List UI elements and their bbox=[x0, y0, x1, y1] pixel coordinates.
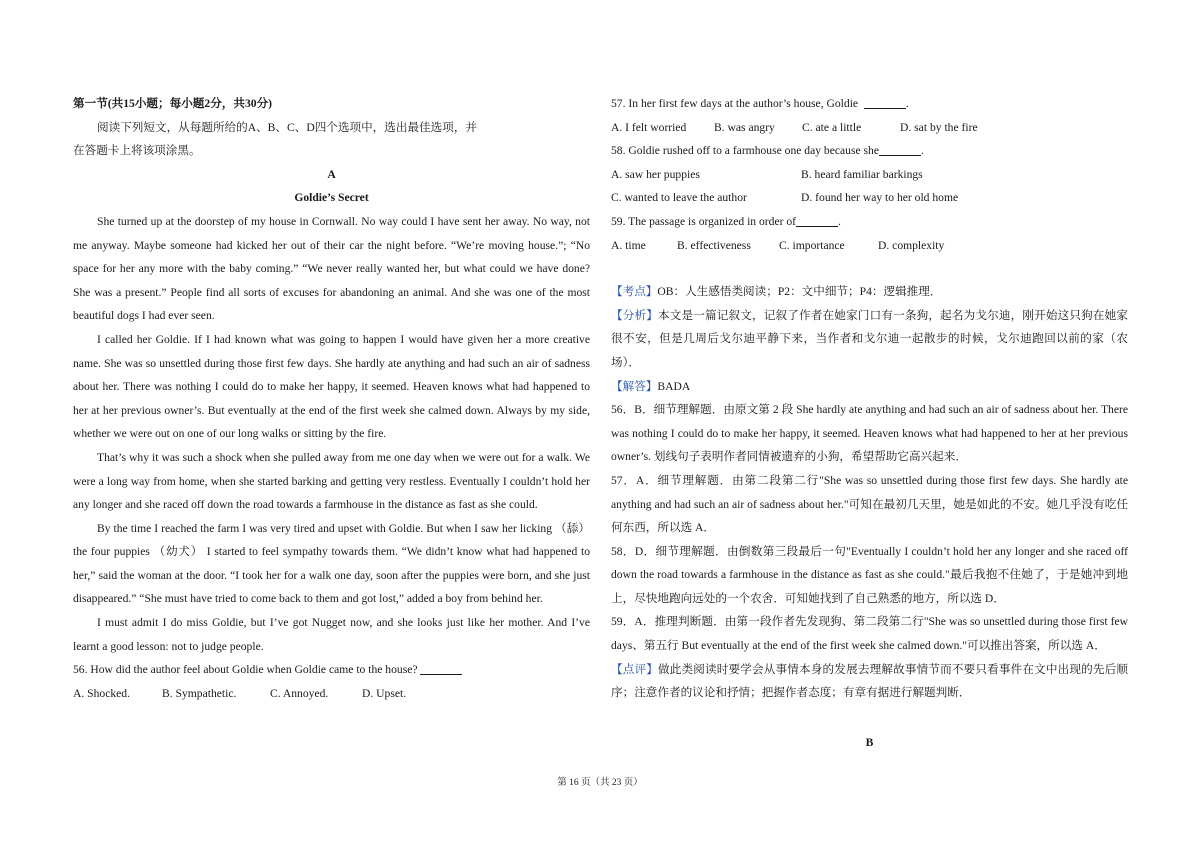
dianping-tag: 【点评】 bbox=[611, 662, 659, 676]
question-58-options-row-2 bbox=[611, 186, 1128, 210]
page-footer: 第 16 页（共 23 页） bbox=[557, 778, 643, 788]
left-column bbox=[73, 92, 590, 705]
option-d: D. Upset. bbox=[362, 686, 407, 700]
section-heading: 第一节(共15小题；每小题2分，共30分) bbox=[73, 97, 273, 110]
option-d: D. sat by the fire bbox=[900, 120, 978, 134]
right-column bbox=[611, 92, 1128, 705]
question-58-text: 58. Goldie rushed off to a farmhouse one day because she bbox=[611, 144, 879, 158]
passage-paragraph-1: She turned up at the doorstep of my house in Cornwall. No way could I have sent her away. No way, not me anyway. Maybe someone had kicked her out of their car the night before. “We’re moving house.”; “No space for her any more with the baby coming.” “We never really wanted her, but what could we have done? She was a present.” People find all sorts of excuses for abandoning an animal. And she was one of the most beautiful dogs I had ever seen. bbox=[73, 214, 590, 323]
option-b: B. heard familiar barkings bbox=[801, 167, 923, 181]
section-b-label: B bbox=[865, 736, 874, 749]
option-c: C. ate a little bbox=[802, 120, 862, 134]
jieda-text: BADA bbox=[657, 379, 691, 393]
question-59: 59. The passage is organized in order of . bbox=[611, 214, 841, 228]
jieda-tag: 【解答】 bbox=[611, 379, 658, 393]
question-59-text: 59. The passage is organized in order of bbox=[611, 214, 797, 228]
answer-58: 58．D．细节理解题．由倒数第三段最后一句"Eventually I couldn’t hold her any longer and she raced off down the road towards a farmhouse in the distance as fast as she could."最后我抱不住她了，于是她冲到地上，尽快地跑向远处的一个农舍．可知她找到了自己熟悉的地方，所以选 D． bbox=[611, 544, 1128, 605]
instruction-line-1: 阅读下列短文，从每题所给的A、B、C、D四个选项中，选出最佳选项，并 bbox=[97, 120, 478, 134]
question-57-options bbox=[611, 116, 1128, 140]
question-58-options-row-1 bbox=[611, 163, 1128, 187]
fenxi-text: 本文是一篇记叙文，记叙了作者在她家门口有一条狗，起名为戈尔迪，刚开始这只狗在她家很不安，但是几周后戈尔迪平静下来，当作者和戈尔迪一起散步的时候，戈尔迪跑回以前的家（农场）． bbox=[611, 308, 1128, 369]
option-b: B. was angry bbox=[714, 120, 775, 134]
question-57: 57. In her first few days at the author’s house, Goldie . bbox=[611, 97, 909, 110]
dianping-text: 做此类阅读时要学会从事情本身的发展去理解故事情节而不要只看事件在文中出现的先后顺序；注意作者的议论和抒情；把握作者态度；有章有据进行解题判断． bbox=[611, 662, 1128, 700]
question-56-text: 56. How did the author feel about Goldie when Goldie came to the house? bbox=[73, 663, 418, 677]
question-58: 58. Goldie rushed off to a farmhouse one day because she . bbox=[611, 144, 924, 158]
option-a: A. saw her puppies bbox=[611, 167, 700, 181]
answer-blank bbox=[879, 143, 921, 156]
kaodian bbox=[611, 280, 1128, 304]
fenxi bbox=[611, 304, 1128, 375]
passage-label: A bbox=[327, 167, 336, 181]
answer-56: 56．B．细节理解题．由原文第 2 段 She hardly ate anything and had such an air of sadness about her. There was nothing I could do to make her happy, it seemed. Heaven knows what had happened to her at her previous owner’s. 划线句子表明作者同情被遗弃的小狗，希望帮助它高兴起来． bbox=[611, 403, 1128, 464]
answer-57: 57．A．细节理解题．由第二段第二行"She was so unsettled during those first few days. She hardly ate anything and had such an air of sadness about her."可知在最初几天里，她是如此的不安。她几乎没有吃任何东西，所以选 A． bbox=[611, 473, 1128, 535]
answer-blank bbox=[420, 662, 462, 675]
option-c: C. wanted to leave the author bbox=[611, 191, 747, 205]
option-a: A. Shocked. bbox=[73, 686, 130, 700]
answer-59: 59．A．推理判断题．由第一段作者先发现狗、第二段第二行"She was so unsettled during those first few days、第五行 But eventually at the end of the first week she calmed down."可以推出答案，所以选 A． bbox=[611, 615, 1128, 653]
passage-paragraph-2: I called her Goldie. If I had known what was going to happen I would have given her a more creative name. She was so unsettled during those first few days. She hardly ate anything and had such an air of sadness about her. There was nothing I could do to make her happy, it seemed. Heaven knows what had happened to her at her previous owner’s. But eventually at the end of the first week she calmed down. Always by my side, whether we were out on one of our long walks or sitting by the fire. bbox=[73, 332, 590, 441]
option-d: D. complexity bbox=[878, 238, 945, 252]
option-c: C. Annoyed. bbox=[270, 686, 329, 700]
kaodian-text: OB：人生感悟类阅读；P2：文中细节；P4：逻辑推理． bbox=[657, 285, 942, 299]
dianping bbox=[611, 658, 1128, 705]
fenxi-tag: 【分析】 bbox=[611, 308, 659, 322]
option-c: C. importance bbox=[779, 238, 845, 252]
passage-paragraph-5: I must admit I do miss Goldie, but I’ve got Nugget now, and she looks just like her mother. And I’ve learnt a good lesson: not to judge people. bbox=[73, 616, 590, 653]
passage-paragraph-3: That’s why it was such a shock when she pulled away from me one day when we were out for a walk. We were a long way from home, when she started barking and getting very restless. Eventually I couldn’t hold her any longer and she raced off down the road towards a farmhouse in the distance as fast as she could. bbox=[73, 450, 590, 512]
instruction-line-2: 在答题卡上将该项涂黑。 bbox=[73, 144, 201, 158]
jieda bbox=[611, 375, 1128, 399]
option-b: B. Sympathetic. bbox=[162, 686, 237, 700]
passage-paragraph-4: By the time I reached the farm I was very tired and upset with Goldie. But when I saw her licking （舔） the four puppies （幼犬） I started to feel sympathy towards them. “We didn’t know what had happened to her,” said the woman at the door. “I took her for a walk one day, soon after the puppies were born, and she just disappeared.” “She must have tried to come back to them and got lost,” added a boy from behind her. bbox=[73, 521, 590, 606]
answer-blank bbox=[796, 214, 838, 227]
option-a: A. time bbox=[611, 238, 646, 252]
spacer bbox=[611, 257, 1128, 280]
option-d: D. found her way to her old home bbox=[801, 191, 959, 205]
question-59-options bbox=[611, 234, 1128, 258]
kaodian-tag: 【考点】 bbox=[611, 285, 658, 299]
option-a: A. I felt worried bbox=[611, 120, 687, 134]
option-b: B. effectiveness bbox=[677, 238, 751, 252]
question-56-options bbox=[73, 682, 590, 706]
answer-blank bbox=[864, 96, 906, 109]
passage-title: Goldie’s Secret bbox=[294, 191, 369, 205]
question-56 bbox=[73, 658, 590, 682]
question-57-text: 57. In her first few days at the author’s house, Goldie bbox=[611, 97, 859, 110]
